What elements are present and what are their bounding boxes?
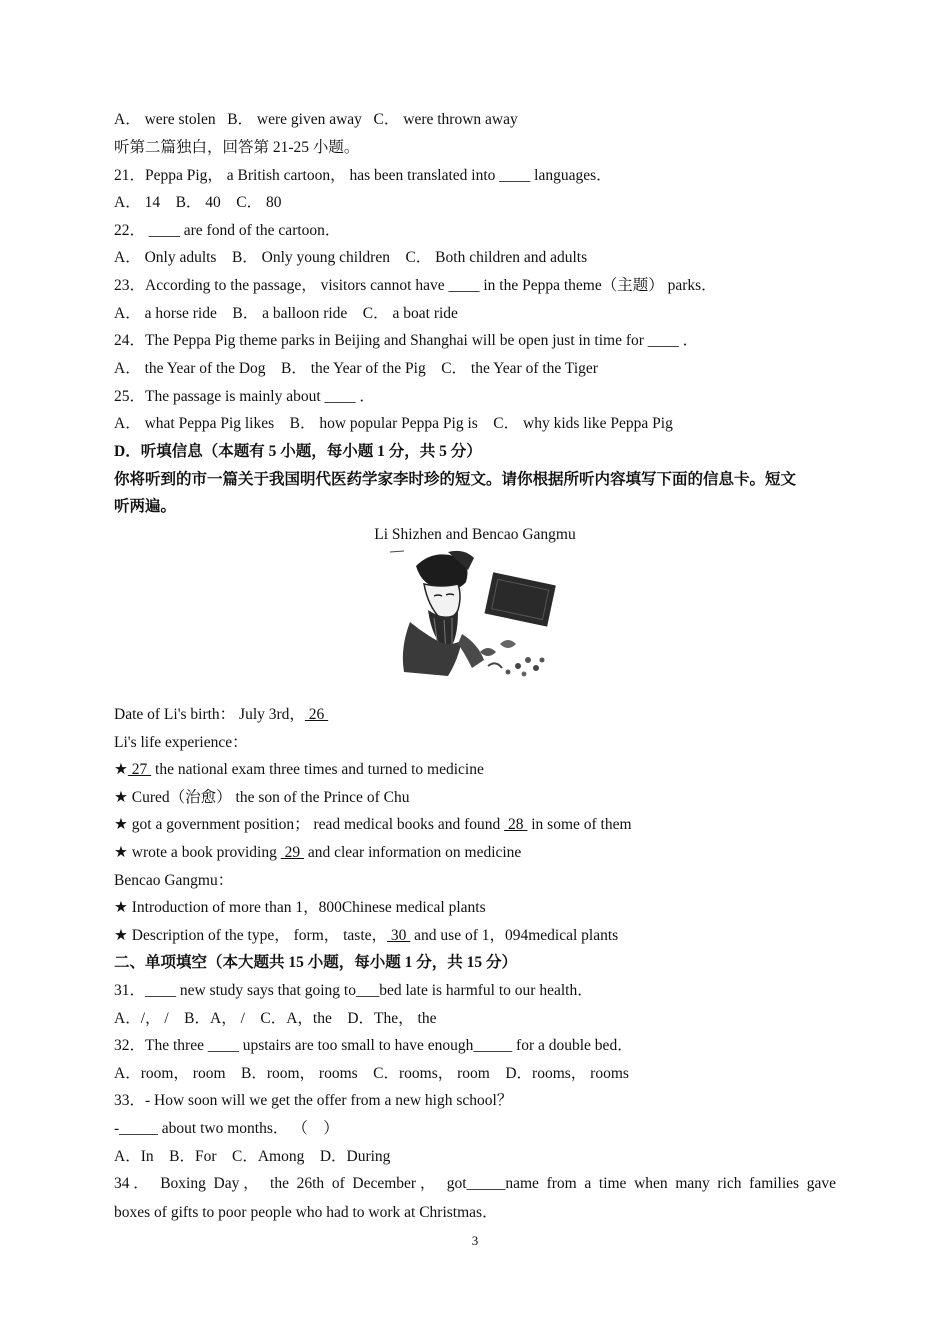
star-bullet-icon: ★ [114, 761, 128, 778]
answer-options-31: A．/， / B．A， / C．A，the D．The， the [114, 1010, 437, 1027]
info-card-title: Li Shizhen and Bencao Gangmu [374, 526, 576, 543]
blank-28[interactable]: 28 [504, 816, 528, 833]
birth-date-label: Date of Li's birth： July 3rd， [114, 706, 305, 723]
life-experience-heading: Li's life experience： [114, 734, 248, 751]
question-34-line2: boxes of gifts to poor people who had to work at Christmas． [114, 1204, 498, 1221]
answer-options-20: A． were stolen B． were given away C． were thrown away [114, 111, 518, 128]
answer-options-33: A．In B．For C．Among D．During [114, 1148, 391, 1165]
answer-options-21: A． 14 B． 40 C． 80 [114, 194, 282, 211]
answer-options-25: A． what Peppa Pig likes B． how popular Peppa Pig is C． why kids like Peppa Pig [114, 415, 673, 432]
blank-29[interactable]: 29 [280, 844, 304, 861]
section-d-instruction-line2: 听两遍。 [114, 498, 177, 515]
answer-options-32: A．room， room B．room， rooms C．rooms， room D．rooms， rooms [114, 1065, 629, 1082]
life-item-book: ★ wrote a book providing 29 and clear information on medicine [114, 844, 522, 861]
li-shizhen-portrait-image [388, 548, 564, 684]
question-23: 23．According to the passage， visitors cannot have ____ in the Peppa theme（主题） parks． [114, 277, 717, 294]
answer-options-23: A． a horse ride B． a balloon ride C． a boat ride [114, 305, 458, 322]
section-heading-part2: 二、单项填空（本大题共 15 小题，每小题 1 分，共 15 分） [114, 954, 518, 971]
life-item-government: ★ got a government position； read medical books and found 28 in some of them [114, 816, 632, 833]
question-24: 24．The Peppa Pig theme parks in Beijing and Shanghai will be open just in time for ____ ． [114, 332, 699, 349]
question-25: 25．The passage is mainly about ____ ． [114, 388, 375, 405]
answer-options-24: A． the Year of the Dog B． the Year of the Pig C． the Year of the Tiger [114, 360, 598, 377]
section-instruction-21-25: 听第二篇独白，回答第 21-25 小题。 [114, 139, 360, 156]
question-22: 22． ____ are fond of the cartoon． [114, 222, 341, 239]
question-21: 21．Peppa Pig， a British cartoon， has been translated into ____ languages． [114, 167, 612, 184]
answer-options-22: A． Only adults B． Only young children C． Both children and adults [114, 249, 588, 266]
bencao-item-introduction: ★ Introduction of more than 1，800Chinese medical plants [114, 899, 486, 916]
blank-30[interactable]: 30 [387, 927, 411, 944]
page-number: 3 [471, 1233, 479, 1248]
life-item-exam: ★ 27 the national exam three times and turned to medicine [114, 761, 484, 778]
bencao-item-description: ★ Description of the type， form， taste， 30 and use of 1，094medical plants [114, 927, 619, 944]
question-31: 31．____ new study says that going to___bed late is harmful to our health． [114, 982, 593, 999]
info-birth-date [114, 705, 328, 725]
blank-26[interactable]: 26 [304, 706, 329, 723]
section-heading-d: D．听填信息（本题有 5 小题，每小题 1 分，共 5 分） [114, 443, 482, 460]
question-34-line1: 34． Boxing Day， the 26th of December， got_____name from a time when many rich families gave [114, 1175, 836, 1192]
section-d-instruction-line1: 你将听到的市一篇关于我国明代医药学家李时珍的短文。请你根据所听内容填写下面的信息卡。短文 [114, 471, 797, 488]
life-item-cured: ★ Cured（治愈） the son of the Prince of Chu [114, 789, 410, 806]
bencao-heading: Bencao Gangmu： [114, 872, 234, 889]
question-33: 33．- How soon will we get the offer from a new high school？ [114, 1092, 513, 1109]
blank-27[interactable]: 27 [127, 761, 152, 778]
question-33-response: -_____ about two months． （ ） [114, 1120, 339, 1137]
question-32: 32．The three ____ upstairs are too small to have enough_____ for a double bed． [114, 1037, 633, 1054]
